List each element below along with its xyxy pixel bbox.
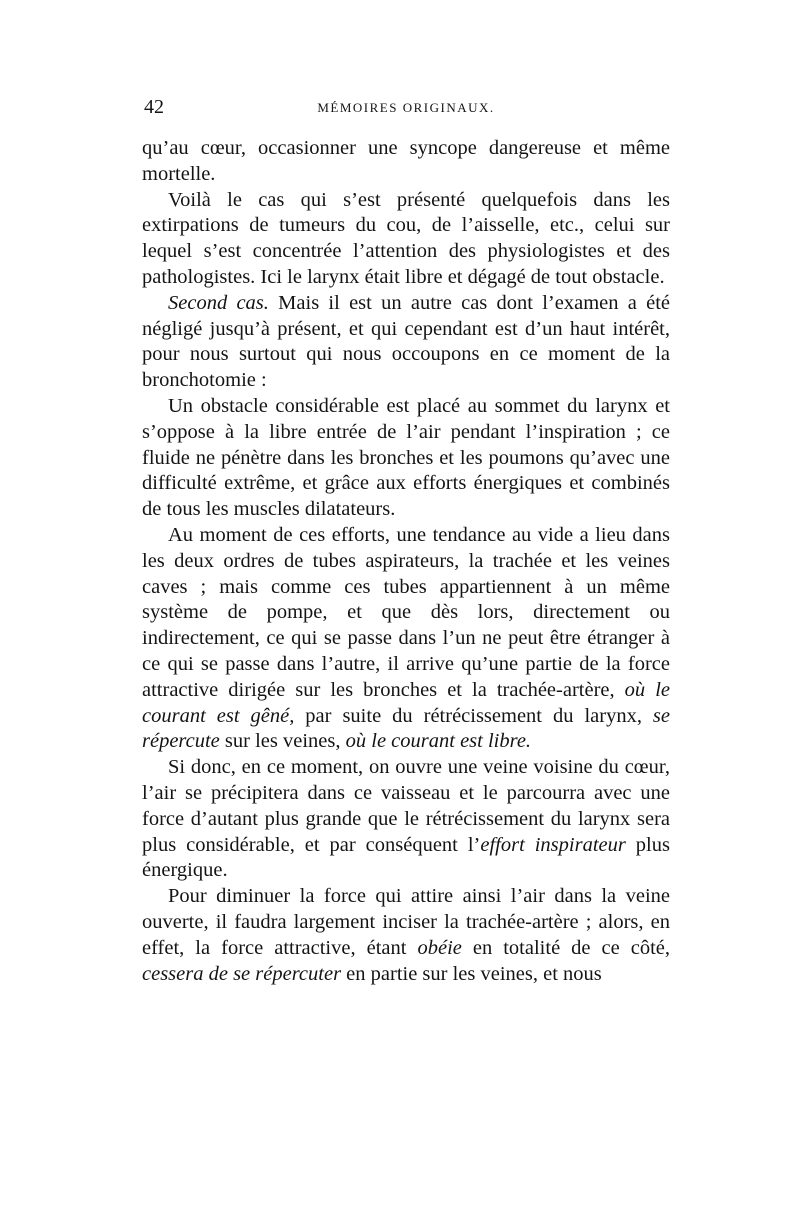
paragraph-5-italic-b: où le courant est gêné, <box>142 678 671 727</box>
paragraph-5-text-a: Au moment de ces efforts, une tendance au vide a lieu dans les deux ordres de tubes aspirateurs, la trachée et les veines caves ; mais comme ces tubes appartiennent à un même système de pompe, et que dès lors, directement ou indirectement, ce qui se passe dans l’un ne peut être étranger à ce qui se passe dans l’autre, il arrive qu’une partie de la force attractive dirigée sur les bronches et la trachée-artère, <box>142 523 670 701</box>
paragraph-3-text: Mais il est un autre cas dont l’examen a été négligé jusqu’à présent, et qui cependant est d’un haut intérêt, pour nous surtout qui nous occoupons en ce moment de la bronchotomie : <box>142 291 671 392</box>
paragraph-5-italic-f: où le courant est libre. <box>345 730 532 753</box>
paragraph-1-text: qu’au cœur, occasionner une syncope dangereuse et même mortelle. <box>142 137 670 185</box>
paragraph-7-text-a: Pour diminuer la force qui attire ainsi l’air dans la veine ouverte, il faudra largement inciser la trachée-artère ; alors, en effet, la force attractive, étant <box>142 885 670 959</box>
running-title: MÉMOIRES ORIGINAUX. <box>317 100 495 115</box>
paragraph-3 <box>142 291 670 394</box>
second-case-heading: Second cas. <box>168 291 269 314</box>
paragraph-7-text-c: en totalité de ce côté, <box>461 936 671 959</box>
paragraph-5-italic-d: se répercute <box>142 704 670 753</box>
paragraph-7-text-e: en partie sur les veines, et nous <box>341 962 602 985</box>
page-number: 42 <box>144 96 164 118</box>
paragraph-4 <box>142 394 670 523</box>
paragraph-5-text-c: par suite du rétrécissement du larynx, <box>294 704 653 727</box>
paragraph-2-text: Voilà le cas qui s’est présenté quelquefois dans les extirpations de tumeurs du cou, de l’aisselle, etc., celui sur lequel s’est concentrée l’attention des physiologistes et des pathologistes. Ici le larynx était libre et dégagé de tout obstacle. <box>142 188 670 288</box>
paragraph-2 <box>142 188 670 291</box>
paragraph-6 <box>142 755 670 884</box>
paragraph-7 <box>142 884 670 987</box>
paragraph-6-italic-b: effort inspirateur <box>480 833 626 856</box>
paragraph-7-italic-b: obéie <box>417 936 462 959</box>
paragraph-5-text-e: sur les veines, <box>219 730 346 753</box>
body-text <box>142 136 670 987</box>
paragraph-6-text-a: Si donc, en ce moment, on ouvre une veine voisine du cœur, l’air se précipitera dans ce vaisseau et le parcourra avec une force d’autant plus grande que le rétrécissement du larynx sera plus considérable, et par conséquent l’ <box>142 756 670 856</box>
running-head <box>142 96 670 136</box>
book-page <box>142 96 670 987</box>
paragraph-4-text: Un obstacle considérable est placé au sommet du larynx et s’oppose à la libre entrée de l’air pendant l’inspiration ; ce fluide ne pénètre dans les bronches et les poumons qu’avec une difficulté extrême, et grâce aux efforts énergiques et combinés de tous les muscles dilatateurs. <box>142 394 670 521</box>
paragraph-6-text-c: plus énergique. <box>142 833 670 882</box>
paragraph-5 <box>142 523 670 755</box>
paragraph-7-italic-d: cessera de se répercuter <box>142 962 342 985</box>
paragraph-1 <box>142 136 670 188</box>
